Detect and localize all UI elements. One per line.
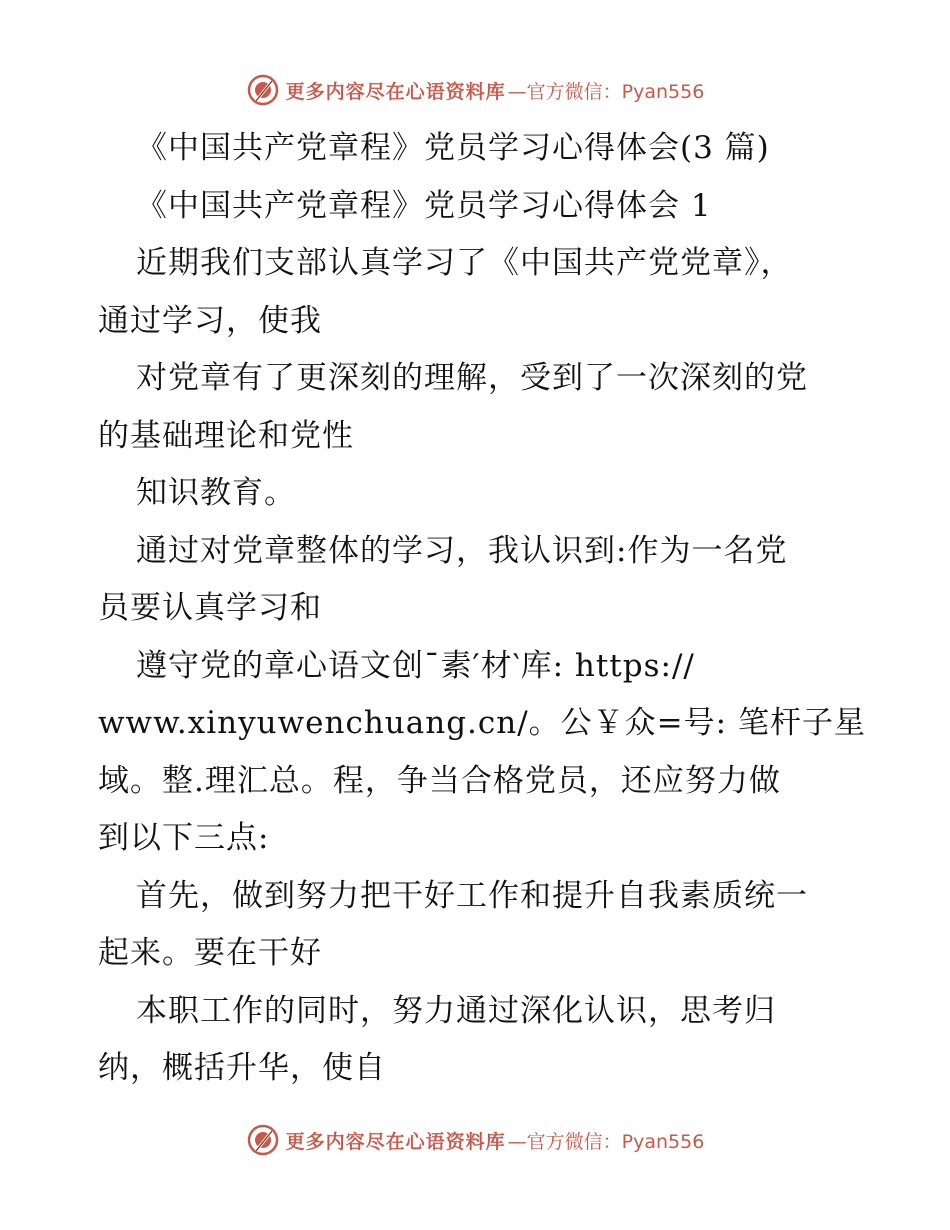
pen-seal-icon xyxy=(246,73,280,107)
pen-seal-icon xyxy=(246,1123,280,1157)
paragraph-line: 起来。要在干好 xyxy=(98,935,322,971)
document-body xyxy=(98,120,866,1098)
paragraph-line: 本职工作的同时，努力通过深化认识，思考归 xyxy=(136,992,776,1029)
paragraph-line: 域。整.理汇总。程，争当合格党员，还应努力做 xyxy=(98,762,781,799)
paragraph-line: 纳，概括升华，使自 xyxy=(98,1050,386,1086)
watermark-contact: —官方微信：Pyan556 xyxy=(507,80,705,103)
paragraph-line: 员要认真学习和 xyxy=(98,590,322,626)
paragraph-line: 对党章有了更深刻的理解，受到了一次深刻的党 xyxy=(136,360,808,396)
paragraph-line: 通过学习，使我 xyxy=(98,302,322,339)
paragraph-line: 首先，做到努力把干好工作和提升自我素质统一 xyxy=(136,877,808,914)
paragraph-line: 到以下三点: xyxy=(98,820,270,856)
watermark-brand: 更多内容尽在心语资料库 xyxy=(285,80,506,103)
paragraph-line: 知识教育。 xyxy=(136,475,296,511)
watermark-brand: 更多内容尽在心语资料库 xyxy=(285,1130,506,1153)
paragraph-line: 的基础理论和党性 xyxy=(98,417,354,454)
paragraph-line: 近期我们支部认真学习了《中国共产党党章》， xyxy=(136,245,793,281)
section-heading: 《中国共产党章程》党员学习心得体会 1 xyxy=(136,187,712,224)
watermark-header xyxy=(0,70,950,110)
paragraph-line: www.xinyuwenchuang.cn/。公￥众=号: 笔杆子星 xyxy=(98,705,866,741)
document-title: 《中国共产党章程》党员学习心得体会(3 篇) xyxy=(136,130,770,166)
watermark-contact: —官方微信：Pyan556 xyxy=(507,1130,705,1153)
paragraph-line: 遵守党的章心语文创¯素′材‵库: https:// xyxy=(136,647,695,684)
watermark-footer xyxy=(0,1120,950,1160)
paragraph-line: 通过对党章整体的学习，我认识到:作为一名党 xyxy=(136,532,788,569)
